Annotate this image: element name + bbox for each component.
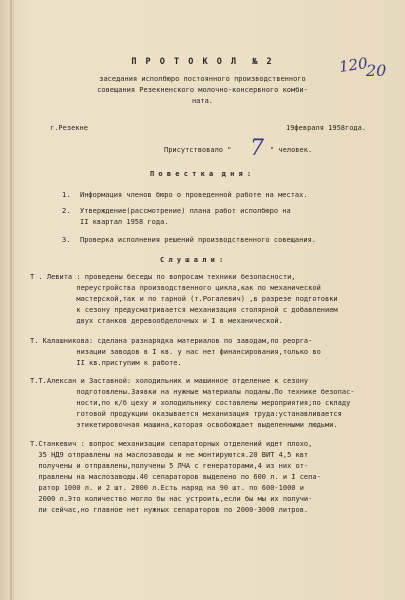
para-2-line-2: низации заводов в I кв. у нас нет финансирования,только во bbox=[30, 348, 321, 356]
para-2-line-1: Т. Калашникова: сделана разнарядка материалов по заводам,по реорга- bbox=[30, 337, 313, 345]
para-1-line-4: к сезону предусматривается механизация столярной с добавлением bbox=[30, 306, 338, 314]
sheet-number: 20 bbox=[366, 61, 387, 80]
para-4-line-7: ли сейчас,но главное нет нужных сепараторов по 2000-3000 литров. bbox=[30, 506, 309, 514]
subtitle-line-2: совещания Резекненского молочно-консервного комби- bbox=[97, 86, 308, 94]
agenda-item-1-num: 1. bbox=[62, 191, 71, 199]
agenda-item-2-line-2: II квартал 1958 года. bbox=[80, 218, 169, 226]
agenda-item-3-num: 3. bbox=[62, 236, 71, 244]
para-3-line-4: готовой продукции оказывается механизация труда:устанавливается bbox=[30, 410, 342, 418]
date: 19февраля 1958года. bbox=[286, 124, 367, 132]
agenda-item-1: Информация членов бюро о проведенной работе на местах. bbox=[80, 191, 308, 199]
para-4-line-6: 2000 л.Это количество могло бы нас устроить,если бы мы их получи- bbox=[30, 495, 313, 503]
agenda-item-2-num: 2. bbox=[62, 207, 71, 215]
subtitle-line-3: ната. bbox=[191, 97, 214, 105]
protocol-title: П Р О Т О К О Л № 2 bbox=[131, 57, 274, 67]
para-4-line-3: получены и отправлены,получены 5 ЛЧА с генераторами,4 из них от- bbox=[30, 462, 309, 470]
attendance-prefix: Присутствовало " bbox=[164, 146, 232, 154]
para-1-line-2: переустройства производственного цикла,как по механической bbox=[30, 284, 321, 292]
para-2-line-3: II кв.приступим к работе. bbox=[30, 359, 182, 367]
para-1-line-3: мастерской,так и по тарной (т.Рогалевич) ,в разрезе подготовки bbox=[30, 295, 338, 303]
agenda-item-3: Проверка исполнения решений производственного совещания. bbox=[80, 236, 317, 244]
para-3-line-5: этикетировочная машина,которая освобождает выделенными людьми. bbox=[30, 421, 338, 429]
folio-number: 120 bbox=[337, 54, 369, 76]
agenda-item-2-line-1: Утверждение(рассмотрение) плана работ исполбюро на bbox=[80, 207, 291, 215]
para-3-line-3: ности,по к/б цеху и холодильнику составлены мероприятия;по складу bbox=[30, 399, 351, 407]
hearing-heading: С л у ш а л и : bbox=[160, 256, 224, 264]
para-1-line-1: Т . Левита : проведены беседы по вопросам техники безопасности, bbox=[30, 273, 296, 281]
para-4-line-1: Т.Станкевич : вопрос механизации сепараторных отделений идет плохо, bbox=[30, 440, 313, 448]
subtitle-line-1: заседания исполбюро постоянного производственного bbox=[99, 75, 306, 83]
para-4-line-2: 35 НД9 отправлены на маслозаводы и не монтируются.20 ВИТ 4,5 квт bbox=[30, 451, 309, 459]
para-3-line-2: подготовлены.Заявки на нужные материалы поданы.По технике безопас- bbox=[30, 388, 355, 396]
para-3-line-1: Т.Т.Алексан и Заставной: холодильник и машинное отделение к сезону bbox=[30, 377, 309, 385]
para-4-line-5: ратор 1000 л. и 2 шт. 2000 л.Есть наряд на 90 шт. по 600-1000 и bbox=[30, 484, 304, 492]
attendance-suffix: " человек. bbox=[270, 146, 313, 154]
attendance-count: 7 bbox=[250, 136, 264, 161]
para-1-line-5: двух станков деревообделочных и I в механической. bbox=[30, 317, 283, 325]
para-4-line-4: правлены на маслозаводы.40 сепараторов выделено по 600 л. и I сепа- bbox=[30, 473, 321, 481]
agenda-heading: П о в е с т к а д н я : bbox=[150, 170, 252, 178]
place: г.Резекне bbox=[50, 124, 88, 132]
